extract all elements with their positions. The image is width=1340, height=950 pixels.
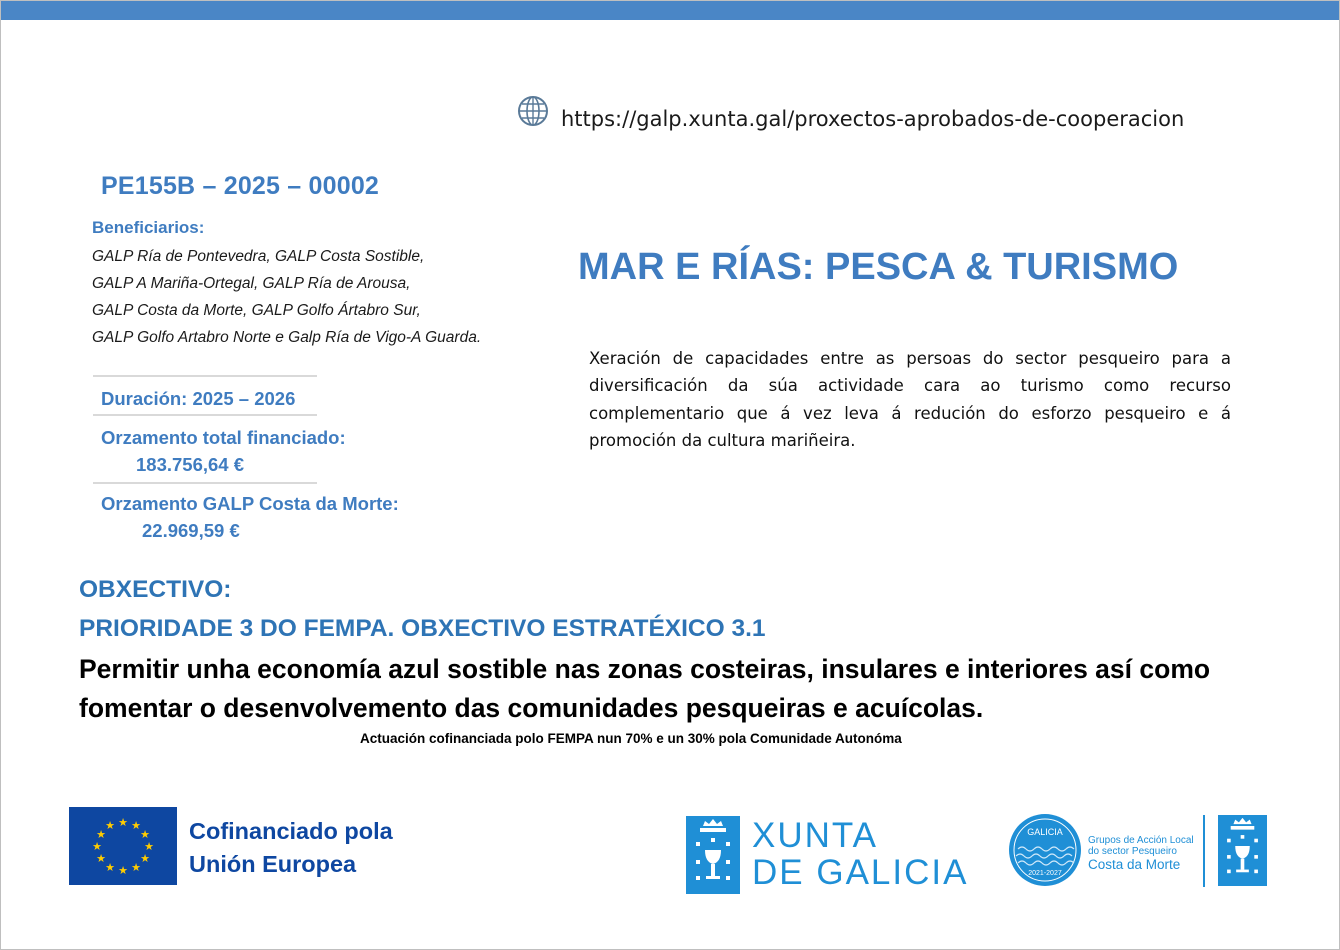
galp-badge-top: GALICIA bbox=[1027, 827, 1063, 837]
xunta-de-galicia-text bbox=[752, 817, 968, 891]
xunta-text-line: XUNTA bbox=[752, 816, 879, 855]
priority-heading: PRIORIDADE 3 DO FEMPA. OBXECTIVO ESTRATÉXICO 3.1 bbox=[79, 615, 766, 642]
svg-text:★: ★ bbox=[96, 828, 106, 841]
eu-stars bbox=[69, 807, 177, 885]
project-description: Xeración de capacidades entre as persoas do sector pesqueiro para a diversificación da súa actividade cara ao turismo como recurso complementario que á vez leva á redución do esforzo pesqueiro e á promoción da cultura mariñeira. bbox=[589, 349, 1231, 450]
beneficiary-line: GALP Golfo Artabro Norte e Galp Ría de Vigo-A Guarda. bbox=[92, 329, 482, 346]
divider bbox=[93, 375, 317, 377]
svg-text:★: ★ bbox=[118, 816, 128, 829]
project-url[interactable]: https://galp.xunta.gal/proxectos-aprobados-de-cooperacion bbox=[561, 107, 1185, 131]
eu-text-line: Cofinanciado pola bbox=[189, 818, 393, 844]
xunta-emblem-small-icon bbox=[1218, 815, 1267, 886]
svg-text:★: ★ bbox=[144, 840, 154, 853]
svg-text:★: ★ bbox=[92, 840, 102, 853]
svg-text:★: ★ bbox=[105, 861, 115, 874]
beneficiary-line: GALP A Mariña-Ortegal, GALP Ría de Arousa, bbox=[92, 275, 411, 292]
beneficiaries-list bbox=[92, 243, 481, 351]
svg-text:★: ★ bbox=[131, 819, 141, 832]
eu-cofinanced-text bbox=[189, 815, 393, 881]
svg-text:★: ★ bbox=[118, 864, 128, 877]
galp-budget-value: 22.969,59 € bbox=[142, 520, 240, 541]
top-bar bbox=[1, 1, 1339, 20]
galp-text-line: Costa da Morte bbox=[1088, 857, 1181, 872]
divider bbox=[93, 414, 317, 416]
xunta-coat-of-arms-small-logo bbox=[1218, 815, 1267, 886]
svg-text:★: ★ bbox=[131, 861, 141, 874]
galp-budget-label: Orzamento GALP Costa da Morte: bbox=[101, 493, 399, 514]
galp-costa-da-morte-logo bbox=[1008, 813, 1082, 887]
galp-badge-bottom: 2021-2027 bbox=[1028, 870, 1062, 877]
objective-text: Permitir unha economía azul sostible nas zonas costeiras, insulares e interiores así como fomentar o desenvolvemento das comunidades pesqueiras e acuícolas. bbox=[79, 654, 1211, 723]
logo-divider bbox=[1203, 815, 1205, 887]
objective-heading: OBXECTIVO: bbox=[79, 576, 232, 603]
svg-text:★: ★ bbox=[140, 852, 150, 865]
duration: Duración: 2025 – 2026 bbox=[101, 388, 296, 409]
xunta-coat-of-arms-logo bbox=[686, 816, 740, 894]
globe-icon bbox=[517, 95, 549, 127]
divider bbox=[93, 482, 317, 484]
svg-text:★: ★ bbox=[96, 852, 106, 865]
total-budget-label: Orzamento total financiado: bbox=[101, 427, 346, 448]
eu-flag-logo bbox=[69, 807, 177, 885]
project-code: PE155B – 2025 – 00002 bbox=[101, 172, 380, 200]
galp-text-line: Grupos de Acción Local bbox=[1088, 835, 1194, 846]
beneficiary-line: GALP Costa da Morte, GALP Golfo Ártabro Sur, bbox=[92, 302, 421, 319]
eu-text-line: Unión Europea bbox=[189, 851, 357, 877]
xunta-text-line: DE GALICIA bbox=[752, 853, 969, 892]
xunta-emblem-icon bbox=[686, 816, 740, 894]
beneficiaries-label: Beneficiarios: bbox=[92, 218, 205, 237]
svg-text:★: ★ bbox=[140, 828, 150, 841]
cofinancing-note: Actuación cofinanciada polo FEMPA nun 70% e un 30% pola Comunidade Autonóma bbox=[360, 731, 902, 746]
beneficiary-line: GALP Ría de Pontevedra, GALP Costa Sostible, bbox=[92, 248, 425, 265]
svg-text:★: ★ bbox=[105, 819, 115, 832]
project-title: MAR E RÍAS: PESCA & TURISMO bbox=[578, 246, 1179, 288]
total-budget-value: 183.756,64 € bbox=[136, 454, 245, 475]
galp-text-block bbox=[1088, 835, 1194, 873]
galp-text-line: do sector Pesqueiro bbox=[1088, 846, 1177, 857]
